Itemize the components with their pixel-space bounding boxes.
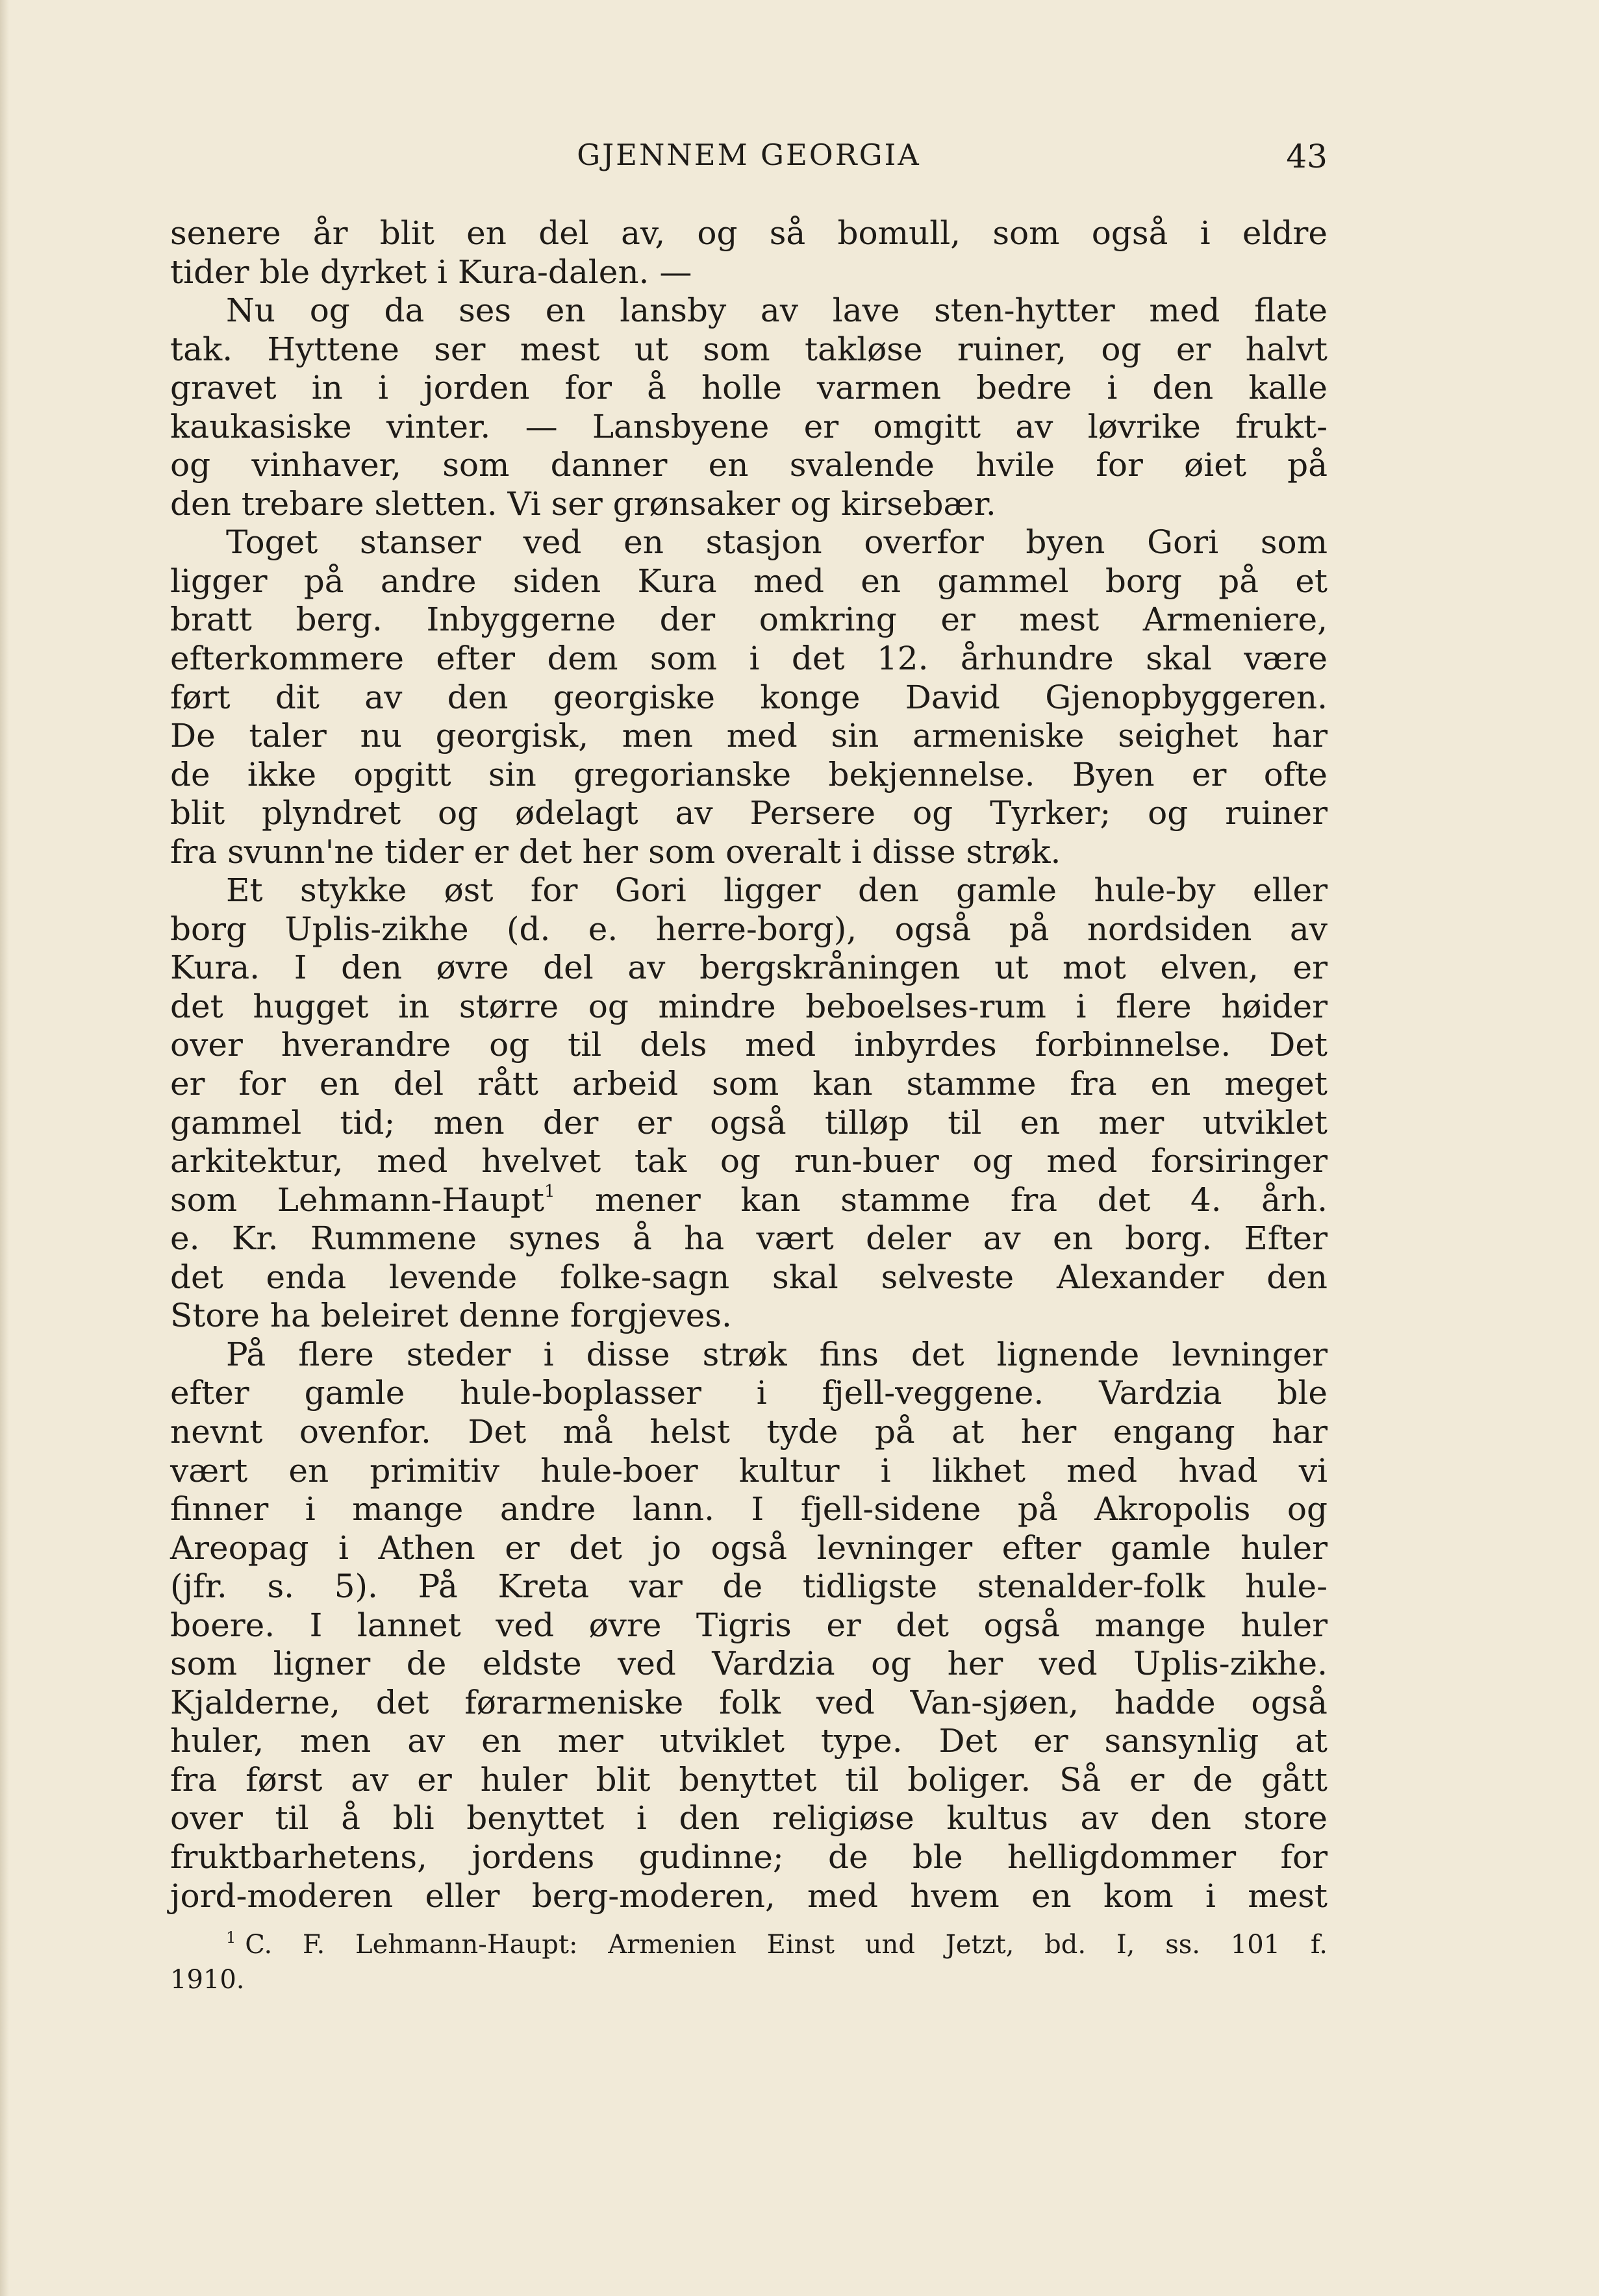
- text-line: tak. Hyttene ser mest ut som takløse ruiner, og er halvt: [170, 330, 1328, 368]
- text-line: arkitektur, med hvelvet tak og run-buer og med forsiringer: [170, 1142, 1328, 1180]
- body-text: [170, 214, 1328, 1915]
- text-line: de ikke opgitt sin gregorianske bekjennelse. Byen er ofte: [170, 755, 1328, 793]
- page-number: 43: [1286, 138, 1328, 175]
- text-line: og vinhaver, som danner en svalende hvile for øiet på: [170, 446, 1328, 484]
- running-title: GJENNEM GEORGIA: [577, 138, 921, 172]
- footnote: [170, 1927, 1328, 1997]
- footnote-line: [170, 1927, 1328, 1962]
- footnote-line: 1910.: [170, 1965, 245, 1995]
- text-line: senere år blit en del av, og så bomull, som også i eldre: [170, 214, 1328, 252]
- text-line: Areopag i Athen er det jo også levninger efter gamle huler: [170, 1529, 1328, 1567]
- text-line: som ligner de eldste ved Vardzia og her ved Uplis-zikhe.: [170, 1645, 1328, 1683]
- text-line: vært en primitiv hule-boer kultur i likhet med hvad vi: [170, 1451, 1328, 1490]
- text-line: jord-moderen eller berg-moderen, med hvem en kom i mest: [170, 1877, 1328, 1915]
- text-line: efterkommere efter dem som i det 12. århundre skal være: [170, 640, 1328, 678]
- text-line: ført dit av den georgiske konge David Gjenopbyggeren.: [170, 678, 1328, 716]
- text-line: fra først av er huler blit benyttet til boliger. Så er de gått: [170, 1760, 1328, 1799]
- text-line: fra svunn'ne tider er det her som overalt i disse strøk.: [170, 832, 1061, 871]
- line-rest: mener kan stamme fra det 4. årh.: [595, 1180, 1328, 1219]
- text-line: gammel tid; men der er også tilløp til en mer utviklet: [170, 1103, 1328, 1142]
- text-line: Nu og da ses en lansby av lave sten-hytter med flate: [226, 292, 1328, 330]
- text-line: kaukasiske vinter. — Lansbyene er omgitt av løvrike frukt-: [170, 407, 1328, 445]
- line-prefix: som Lehmann-Haupt: [170, 1180, 544, 1219]
- text-line: e. Kr. Rummene synes å ha vært deler av en borg. Efter: [170, 1219, 1328, 1258]
- text-line: blit plyndret og ødelagt av Persere og Tyrker; og ruiner: [170, 794, 1328, 832]
- text-line: Et stykke øst for Gori ligger den gamle hule-by eller: [226, 871, 1328, 910]
- page-binding-edge: [0, 0, 9, 2296]
- text-line: Toget stanser ved en stasjon overfor byen Gori som: [226, 523, 1328, 562]
- text-line: boere. I lannet ved øvre Tigris er det også mange huler: [170, 1606, 1328, 1644]
- text-line: finner i mange andre lann. I fjell-sidene på Akropolis og: [170, 1490, 1328, 1529]
- text-line: er for en del rått arbeid som kan stamme fra en meget: [170, 1065, 1328, 1103]
- text-line: borg Uplis-zikhe (d. e. herre-borg), også på nordsiden av: [170, 910, 1328, 948]
- text-line: nevnt ovenfor. Det må helst tyde på at her engang har: [170, 1412, 1328, 1451]
- text-line: De taler nu georgisk, men med sin armeniske seighet har: [170, 717, 1328, 755]
- text-line: det enda levende folke-sagn skal selveste Alexander den: [170, 1258, 1328, 1296]
- text-line: over til å bli benyttet i den religiøse kultus av den store: [170, 1799, 1328, 1838]
- text-line: tider ble dyrket i Kura-dalen. —: [170, 253, 692, 291]
- running-head: [170, 138, 1328, 177]
- text-line: over hverandre og til dels med inbyrdes forbinnelse. Det: [170, 1026, 1328, 1064]
- text-line: det hugget in større og mindre beboelses-rum i flere høider: [170, 987, 1328, 1025]
- text-line: fruktbarhetens, jordens gudinne; de ble helligdommer for: [170, 1838, 1328, 1876]
- text-line: efter gamle hule-boplasser i fjell-veggene. Vardzia ble: [170, 1374, 1328, 1412]
- text-line: ligger på andre siden Kura med en gammel borg på et: [170, 562, 1328, 600]
- text-line: (jfr. s. 5). På Kreta var de tidligste stenalder-folk hule-: [170, 1567, 1328, 1606]
- text-line: den trebare sletten. Vi ser grønsaker og kirsebær.: [170, 484, 996, 523]
- text-line: huler, men av en mer utviklet type. Det er sansynlig at: [170, 1722, 1328, 1760]
- text-line: Kjalderne, det førarmeniske folk ved Van-sjøen, hadde også: [170, 1683, 1328, 1721]
- text-line: Store ha beleiret denne forgjeves.: [170, 1297, 732, 1335]
- text-line: På flere steder i disse strøk fins det lignende levninger: [226, 1335, 1328, 1373]
- text-line: gravet in i jorden for å holle varmen bedre i den kalle: [170, 369, 1328, 407]
- text-line: bratt berg. Inbyggerne der omkring er mest Armeniere,: [170, 601, 1328, 639]
- footnote-text: C. F. Lehmann-Haupt: Armenien Einst und Jetzt, bd. I, ss. 101 f.: [245, 1930, 1328, 1960]
- footnote-mark: 1: [226, 1928, 236, 1947]
- footnote-reference: 1: [544, 1181, 555, 1201]
- text-line-with-footnote: [170, 1181, 1328, 1220]
- text-line: Kura. I den øvre del av bergskråningen ut mot elven, er: [170, 949, 1328, 987]
